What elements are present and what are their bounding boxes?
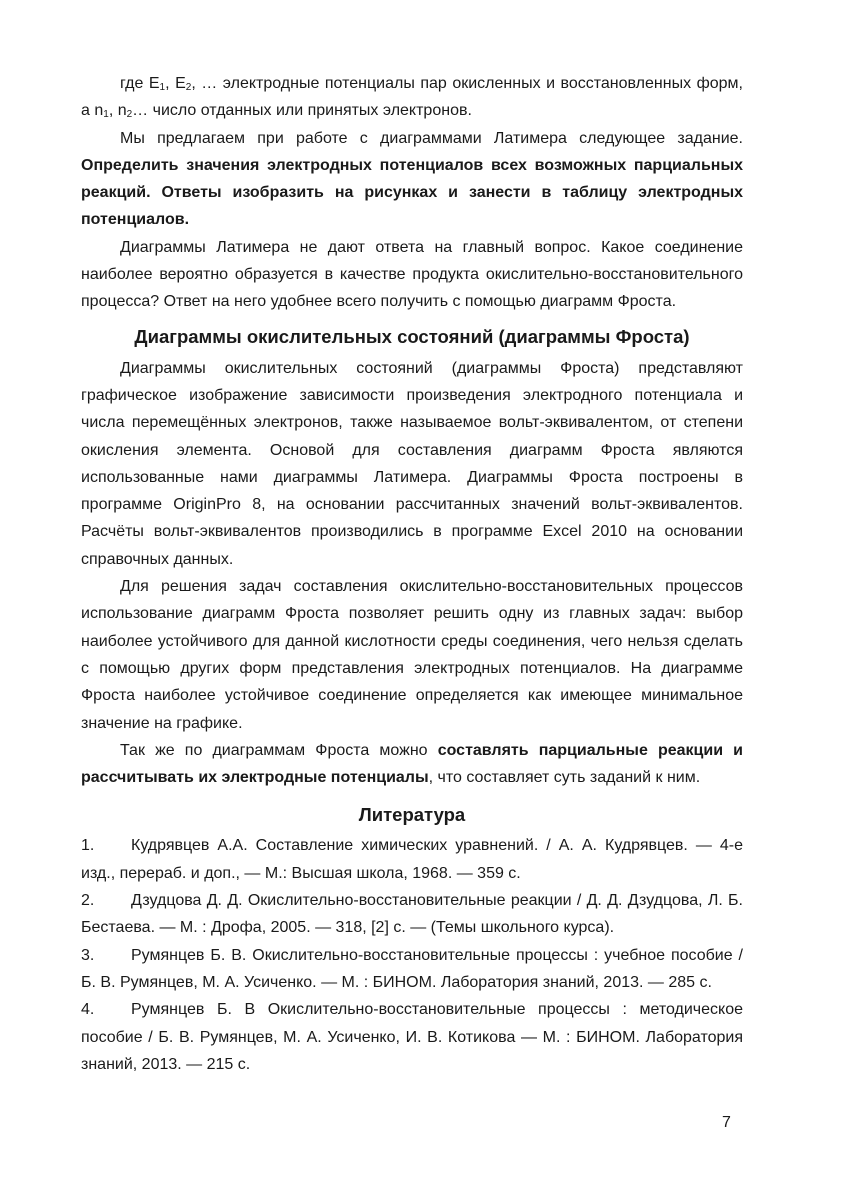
paragraph-potentials-legend: где $E_1$, $E_2$, … электродные потенциалы пар окисленных и восстановленных форм, а $n_1$, $n_2\dots$ число отданных или принятых электронов. xyxy=(81,75,744,121)
heading-literature: Литература xyxy=(358,804,466,826)
paragraph-frost-stability: Для решения задач составления окислительно-восстановительных процессов использование диаграмм Фроста позволяет решить одну из главных задач: выбор наиболее устойчивого для данной кислотности среды соединения, чего нельзя сделать с помощью других форм представления электродных потенциалов. На диаграмме Фроста наиболее устойчивое соединение определяется как имеющее минимальное значение на графике. xyxy=(81,578,743,732)
reference-list xyxy=(81,832,743,1078)
page-content xyxy=(81,70,743,1078)
paragraph-frost-description: Диаграммы окислительных состояний (диаграммы Фроста) представляют графическое изображение зависимости произведения электродного потенциала и числа перемещённых электронов, также называемое вольт-эквивалентом, от степени окисления элемента. Основой для составления диаграмм Фроста являются использованные нами диаграммы Латимера. Диаграммы Фроста построены в программе OriginPro 8, на основании рассчитанных значений вольт-эквивалентов. Расчёты вольт-эквивалентов производились в программе Excel 2010 на основании справочных данных. xyxy=(81,359,743,568)
reference-item: 4. Румянцев Б. В Окислительно-восстановительные процессы : методическое пособие / Б. В. Румянцев, М. А. Усиченко, И. В. Котикова — М. : БИНОМ. Лаборатория знаний, 2013. — 215 с. xyxy=(81,1001,743,1073)
heading-frost-diagrams: Диаграммы окислительных состояний (диаграммы Фроста) xyxy=(134,325,690,347)
reference-item: 3. Румянцев Б. В. Окислительно-восстановительные процессы : учебное пособие / Б. В. Румянцев, М. А. Усиченко. — М. : БИНОМ. Лаборатория знаний, 2013. — 285 с. xyxy=(81,946,743,991)
paragraph-frost-tasks: Так же по диаграммам Фроста можно составлять парциальные реакции и рассчитывать их электродные потенциалы, что составляет суть заданий к ним. xyxy=(81,741,743,787)
paragraph-task: Мы предлагаем при работе с диаграммами Латимера следующее задание. Определить значения электродных потенциалов всех возможных парциальных реакций. Ответы изобразить на рисунках и занести в таблицу электродных потенциалов. xyxy=(81,129,743,229)
page-number: 7 xyxy=(722,1114,731,1131)
reference-item: 1. Кудрявцев А.А. Составление химических уравнений. / А. А. Кудрявцев. — 4-е изд., перераб. и доп., — М.: Высшая школа, 1968. — 359 с. xyxy=(81,837,743,882)
reference-item: 2. Дзудцова Д. Д. Окислительно-восстановительные реакции / Д. Д. Дзудцова, Л. Б. Бестаева. — М. : Дрофа, 2005. — 318, [2] с. — (Темы школьного курса). xyxy=(81,892,743,937)
paragraph-latimer-question: Диаграммы Латимера не дают ответа на главный вопрос. Какое соединение наиболее вероятно образуется в качестве продукта окислительно-восстановительного процесса? Ответ на него удобнее всего получить с помощью диаграмм Фроста. xyxy=(81,238,743,311)
